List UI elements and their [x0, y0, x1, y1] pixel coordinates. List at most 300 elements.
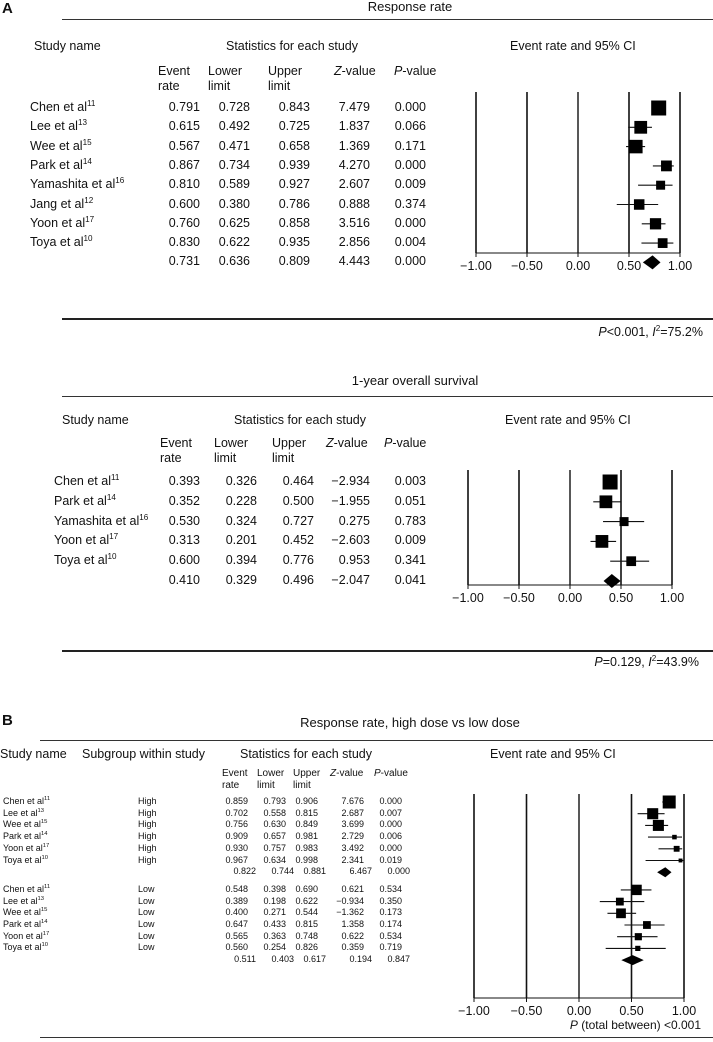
chart3-g0-row-1-name-ref: 13 [37, 807, 45, 814]
chart1-row-7-lower: 0.622 [218, 235, 250, 250]
chart1-row-1-z: 1.837 [338, 119, 370, 134]
point-marker-3 [596, 535, 609, 548]
chart1-row-1-name-ref: 13 [77, 118, 87, 128]
chart1-row-1-lower: 0.492 [218, 119, 250, 134]
chart2-row-4-name-text: Toya et al [54, 553, 108, 568]
chart3-title: Response rate, high dose vs low dose [300, 715, 520, 730]
chart2-row-4-lower: 0.394 [225, 553, 257, 568]
chart1-row-6-name [30, 216, 94, 230]
chart2-header-upper-0: Upper [272, 436, 307, 450]
chart3-g1-row-5-subgroup: Low [138, 942, 155, 953]
chart3-g1-row-0-name [3, 884, 50, 894]
chart2-footer-rest: =0.129, [602, 655, 649, 669]
point-marker-5 [679, 859, 683, 863]
chart3-g1-row-2-upper: 0.544 [295, 907, 318, 918]
chart1-row-7-name-ref: 10 [83, 233, 93, 243]
chart3-summary-g1-upper: 0.617 [303, 954, 326, 965]
chart1-footer-p: P [598, 325, 607, 339]
chart3-g0-row-5-subgroup: High [138, 854, 157, 865]
chart3-g0-row-0-z: 7.676 [341, 796, 364, 806]
chart3-g1-row-2-subgroup: Low [138, 907, 155, 918]
chart3-g1-row-5-lower: 0.254 [263, 942, 286, 953]
chart1-row-5-lower: 0.380 [218, 196, 250, 211]
chart2-row-3-z: −2.603 [331, 533, 370, 548]
chart2-top-rule [62, 396, 713, 397]
chart2-footer-p: P [594, 655, 603, 669]
chart3-g1-row-1-name [3, 896, 44, 906]
point-marker-2 [629, 140, 643, 154]
chart1-row-2-lower: 0.471 [218, 138, 250, 153]
chart1-header-upper-0: Upper [268, 64, 303, 78]
point-marker-6 [650, 218, 661, 229]
chart1-row-5-upper: 0.786 [278, 196, 310, 211]
panel-a-label: A [2, 0, 13, 17]
chart1-row-3-name-text: Park et al [30, 157, 83, 172]
chart3-header-z: Z-value [330, 768, 364, 779]
chart3-g1-row-3-p: 0.174 [379, 919, 402, 929]
chart2-row-0-name-ref: 11 [110, 472, 120, 482]
chart2-row-2-name [54, 514, 148, 528]
point-marker-3 [661, 161, 672, 172]
point-marker-7 [658, 238, 668, 248]
chart3-header-study: Study name [0, 747, 67, 761]
x-tick-label-4: 1.00 [659, 591, 685, 605]
chart3-g0-row-3-subgroup: High [138, 831, 157, 842]
chart3-g1-row-0-p: 0.534 [379, 883, 402, 894]
top-rule [62, 19, 713, 20]
chart2-row-1-p: 0.051 [394, 493, 426, 508]
chart1-forest-plot [440, 90, 713, 280]
chart3-g0-row-2-upper: 0.849 [295, 819, 318, 830]
chart3-g1-row-4-name [3, 931, 49, 941]
chart3-header-lower-1: limit [257, 780, 275, 791]
chart2-row-2-name-ref: 16 [139, 512, 149, 522]
chart2-row-2-upper: 0.727 [282, 513, 314, 528]
chart3-g0-row-5-z: 2.341 [341, 854, 364, 865]
chart1-row-0-lower: 0.728 [218, 100, 250, 114]
chart1-row-7-name-text: Toya et al [30, 235, 84, 250]
point-marker-9 [616, 908, 626, 918]
point-marker-8 [616, 898, 624, 906]
x-tick-label-0: −1.00 [458, 1004, 490, 1018]
chart3-summary-g1-z: 0.194 [349, 954, 372, 965]
chart3-g0-row-1-name-text: Lee et al [3, 807, 38, 818]
chart3-g0-row-4-name-text: Yoon et al [3, 842, 43, 853]
chart2-row-3-lower: 0.201 [225, 533, 257, 548]
chart1-header-plot: Event rate and 95% CI [510, 39, 636, 53]
chart1-header-study: Study name [34, 39, 101, 53]
chart1-row-1-upper: 0.725 [278, 119, 310, 134]
chart1-bottom-rule [62, 318, 713, 320]
chart3-g1-row-3-rate: 0.647 [225, 919, 248, 929]
chart1-row-6-lower: 0.625 [218, 215, 250, 230]
chart3-summary-g0-z: 6.467 [349, 866, 372, 877]
chart3-g1-row-4-lower: 0.363 [263, 930, 286, 941]
chart3-g0-row-4-lower: 0.757 [263, 842, 286, 853]
chart3-g0-row-2-name [3, 819, 47, 829]
chart3-g1-row-3-name [3, 919, 48, 929]
chart3-summary-g1-lower: 0.403 [271, 954, 294, 965]
chart2-footer [594, 655, 699, 669]
x-tick-label-4: 1.00 [667, 259, 693, 273]
chart3-header-lower-0: Lower [257, 768, 285, 779]
chart3-g1-row-5-name-text: Toya et al [3, 942, 42, 953]
chart2-row-4-name [54, 553, 117, 567]
chart3-g1-row-1-subgroup: Low [138, 895, 155, 906]
chart1-row-7-upper: 0.935 [278, 235, 310, 250]
chart1-row-5-name [30, 197, 93, 211]
chart3-g0-row-2-lower: 0.630 [263, 819, 286, 830]
chart3-g1-row-3-name-ref: 14 [41, 919, 48, 925]
chart3-g1-row-4-rate: 0.565 [225, 930, 248, 941]
chart3-g0-row-3-name [3, 831, 48, 841]
chart1-footer-i: I [652, 325, 656, 339]
chart1-row-7-rate: 0.830 [168, 235, 200, 250]
summary-diamond-8 [643, 255, 661, 269]
chart3-footer-rest: (total between) <0.001 [577, 1018, 701, 1032]
chart2-row-0-upper: 0.464 [282, 474, 314, 488]
chart3-g0-row-5-p: 0.019 [379, 854, 402, 865]
x-tick-label-2: 0.00 [565, 259, 591, 273]
chart1-row-1-p: 0.066 [394, 119, 426, 134]
chart1-row-2-name-text: Wee et al [30, 138, 83, 153]
chart3-g0-row-1-subgroup: High [138, 807, 157, 818]
chart3-g1-row-5-z: 0.359 [341, 942, 364, 953]
chart3-g1-row-4-p: 0.534 [379, 930, 402, 941]
chart3-g0-row-1-p: 0.007 [379, 807, 402, 818]
chart3-summary-g1-rate: 0.511 [234, 954, 256, 965]
point-marker-2 [620, 517, 629, 526]
chart1-row-5-z: 0.888 [338, 196, 370, 211]
chart3-g1-row-0-upper: 0.690 [295, 883, 318, 894]
chart1-row-6-upper: 0.858 [278, 215, 310, 230]
chart2-row-4-name-ref: 10 [107, 552, 117, 562]
chart1-row-4-rate: 0.810 [168, 177, 200, 192]
chart2-summary-lower: 0.329 [225, 573, 257, 587]
chart1-row-5-p: 0.374 [394, 196, 426, 211]
chart2-summary-p: 0.041 [394, 573, 426, 587]
chart3-g1-row-3-name-text: Park et al [3, 919, 42, 929]
chart2-header-event_rate-1: rate [160, 451, 182, 465]
chart3-g0-row-4-upper: 0.983 [295, 842, 318, 853]
chart3-g1-row-2-name-text: Wee et al [3, 907, 41, 918]
chart2-bottom-rule [62, 650, 713, 652]
chart2-row-0-z: −2.934 [331, 474, 370, 488]
chart3-g1-row-2-p: 0.173 [379, 907, 402, 918]
chart1-summary-z: 4.443 [338, 254, 370, 269]
chart2-header-plot: Event rate and 95% CI [505, 413, 631, 427]
chart2-row-0-name [54, 474, 119, 488]
chart1-row-4-upper: 0.927 [278, 177, 310, 192]
point-marker-10 [643, 921, 651, 929]
chart1-header-p: P-value [394, 64, 437, 78]
chart1-row-6-z: 3.516 [338, 215, 370, 230]
chart3-g0-row-0-name-text: Chen et al [3, 796, 45, 806]
chart2-row-0-name-text: Chen et al [54, 474, 111, 488]
point-marker-11 [635, 933, 642, 940]
chart1-summary-lower: 0.636 [218, 254, 250, 269]
chart1-footer [598, 325, 703, 339]
chart2-row-3-name-text: Yoon et al [54, 533, 110, 548]
chart1-summary-upper: 0.809 [278, 254, 310, 269]
chart2-row-0-rate: 0.393 [168, 474, 200, 488]
chart3-g0-row-5-rate: 0.967 [225, 854, 248, 865]
point-marker-4 [674, 846, 680, 852]
chart3-bottom-rule [40, 1037, 713, 1038]
chart3-g1-row-0-rate: 0.548 [225, 883, 248, 894]
chart1-row-2-p: 0.171 [394, 138, 426, 153]
chart1-row-3-z: 4.270 [338, 157, 370, 172]
chart3-summary-g1-p: 0.847 [387, 954, 410, 965]
point-marker-7 [631, 885, 641, 895]
chart3-g1-row-5-name [3, 942, 48, 952]
chart3-g1-row-0-name-text: Chen et al [3, 883, 45, 894]
chart1-header-upper-1: limit [268, 79, 291, 93]
chart3-summary-g0-p: 0.000 [387, 866, 410, 877]
chart2-row-2-z: 0.275 [338, 513, 370, 528]
chart3-g0-row-1-z: 2.687 [341, 807, 364, 818]
chart3-g1-row-1-upper: 0.622 [295, 895, 318, 906]
chart3-g0-row-4-name-ref: 17 [42, 842, 50, 849]
chart3-g0-row-1-lower: 0.558 [263, 807, 286, 818]
chart3-g1-row-4-name-text: Yoon et al [3, 930, 43, 941]
chart2-header-p: P-value [384, 436, 427, 450]
chart1-row-6-rate: 0.760 [168, 215, 200, 230]
chart2-header-lower-1: limit [214, 451, 237, 465]
chart2-header-stats: Statistics for each study [234, 413, 367, 427]
chart2-footer-sup: 2 [651, 653, 657, 663]
chart1-row-3-rate: 0.867 [168, 157, 200, 172]
point-marker-0 [603, 475, 618, 490]
chart1-row-0-name-ref: 11 [86, 98, 96, 108]
chart2-row-1-z: −1.955 [331, 493, 370, 508]
chart3-g0-row-1-name [3, 808, 44, 818]
chart1-footer-rest: <0.001, [606, 325, 653, 339]
chart3-g0-row-0-name [3, 796, 50, 806]
chart1-title: Response rate [367, 0, 453, 14]
chart2-row-1-name-text: Park et al [54, 493, 107, 508]
chart1-row-3-p: 0.000 [394, 157, 426, 172]
chart3-g0-row-4-rate: 0.930 [225, 842, 248, 853]
chart1-row-3-name-ref: 14 [82, 156, 92, 166]
chart3-header-p: P-value [374, 768, 408, 779]
chart3-g0-row-4-p: 0.000 [379, 842, 402, 853]
chart3-g1-row-4-upper: 0.748 [295, 930, 318, 941]
point-marker-4 [626, 556, 636, 566]
chart1-row-0-z: 7.479 [338, 100, 370, 114]
chart1-header-event_rate-0: Event [158, 64, 190, 78]
chart1-row-3-upper: 0.939 [278, 157, 310, 172]
x-tick-label-3: 0.50 [616, 259, 642, 273]
chart3-g0-row-3-name-ref: 14 [41, 831, 48, 838]
x-tick-label-3: 0.50 [608, 591, 634, 605]
chart3-footer [570, 1018, 701, 1032]
chart3-g1-row-5-upper: 0.826 [295, 942, 318, 953]
chart3-header-event_rate-1: rate [222, 780, 240, 791]
chart3-g1-row-2-z: −1.362 [336, 907, 364, 918]
chart2-row-3-p: 0.009 [394, 533, 426, 548]
chart3-g0-row-0-rate: 0.859 [225, 796, 248, 806]
x-tick-label-1: −0.50 [503, 591, 535, 605]
chart1-row-2-rate: 0.567 [168, 138, 200, 153]
summary-diamond-5 [604, 574, 621, 588]
chart3-g1-row-0-lower: 0.398 [263, 883, 286, 894]
chart3-g1-row-1-lower: 0.198 [263, 895, 286, 906]
chart1-row-5-name-text: Jang et al [30, 196, 85, 211]
chart1-row-5-name-ref: 12 [84, 195, 94, 205]
chart3-g0-row-5-name [3, 855, 48, 865]
chart3-g1-row-1-z: −0.934 [336, 895, 364, 906]
chart1-row-4-p: 0.009 [394, 177, 426, 192]
chart3-g1-row-0-subgroup: Low [138, 883, 155, 894]
chart3-g1-row-2-name [3, 907, 47, 917]
chart3-g0-row-2-rate: 0.756 [225, 819, 248, 830]
chart1-row-1-name [30, 119, 87, 133]
x-tick-label-0: −1.00 [460, 259, 492, 273]
chart1-row-4-name-ref: 16 [115, 176, 125, 186]
chart3-g0-row-3-rate: 0.909 [225, 831, 248, 842]
chart3-g1-row-4-z: 0.622 [341, 930, 364, 941]
chart1-row-4-z: 2.607 [338, 177, 370, 192]
chart3-g1-row-3-lower: 0.433 [263, 919, 286, 929]
chart2-row-2-lower: 0.324 [225, 513, 257, 528]
chart1-header-z: Z-value [334, 64, 376, 78]
x-tick-label-2: 0.00 [566, 1004, 592, 1018]
chart2-row-4-p: 0.341 [394, 553, 426, 568]
chart1-row-2-name [30, 139, 92, 153]
chart3-summary-g0-upper: 0.881 [303, 866, 326, 877]
chart2-row-2-rate: 0.530 [168, 513, 200, 528]
chart3-g0-row-4-subgroup: High [138, 842, 157, 853]
chart1-row-0-name-text: Chen et al [30, 100, 87, 114]
chart2-row-1-name [54, 494, 116, 508]
chart2-header-study: Study name [62, 413, 129, 427]
chart3-g0-row-2-name-ref: 15 [40, 819, 48, 826]
chart2-row-3-rate: 0.313 [168, 533, 200, 548]
chart3-g1-row-3-z: 1.358 [341, 919, 364, 929]
chart3-g0-row-5-lower: 0.634 [263, 854, 286, 865]
chart3-g1-row-2-name-ref: 15 [40, 907, 48, 914]
chart1-row-2-name-ref: 15 [82, 137, 92, 147]
chart3-forest-plot [420, 790, 713, 1030]
chart1-footer-sup: 2 [655, 323, 661, 333]
chart1-row-4-name [30, 177, 124, 191]
chart1-header-stats: Statistics for each study [226, 39, 359, 53]
chart3-g0-row-0-upper: 0.906 [295, 796, 318, 806]
chart1-row-7-name [30, 235, 93, 249]
chart3-header-upper-1: limit [293, 780, 311, 791]
chart1-row-2-upper: 0.658 [278, 138, 310, 153]
chart3-g1-row-1-name-text: Lee et al [3, 895, 38, 906]
chart3-footer-p: P [569, 1018, 578, 1032]
point-marker-0 [651, 101, 666, 116]
chart3-g0-row-0-subgroup: High [138, 796, 157, 806]
chart1-row-3-name [30, 158, 92, 172]
chart1-header-lower-0: Lower [208, 64, 243, 78]
x-tick-label-4: 1.00 [671, 1004, 697, 1018]
point-marker-5 [634, 199, 645, 210]
point-marker-4 [656, 181, 665, 190]
chart2-row-3-upper: 0.452 [282, 533, 314, 548]
summary-diamond-13 [621, 955, 643, 965]
chart2-row-4-rate: 0.600 [168, 553, 200, 568]
chart3-g0-row-4-name [3, 843, 49, 853]
chart3-g1-row-3-upper: 0.815 [295, 919, 318, 929]
chart2-header-event_rate-0: Event [160, 436, 192, 450]
summary-diamond-6 [657, 867, 671, 877]
chart3-g1-row-2-lower: 0.271 [263, 907, 286, 918]
chart1-header-lower-1: limit [208, 79, 231, 93]
chart2-row-1-name-ref: 14 [106, 492, 116, 502]
chart1-footer-end: =75.2% [660, 325, 703, 339]
chart3-g1-row-1-rate: 0.389 [225, 895, 248, 906]
chart3-g1-row-5-name-ref: 10 [41, 942, 49, 949]
chart1-summary-rate: 0.731 [168, 254, 200, 269]
chart3-header-subgroup: Subgroup within study [82, 747, 205, 761]
chart3-g1-row-5-p: 0.719 [379, 942, 402, 953]
chart2-row-1-upper: 0.500 [282, 493, 314, 508]
chart1-row-2-z: 1.369 [338, 138, 370, 153]
chart2-summary-rate: 0.410 [168, 573, 200, 587]
chart2-row-0-lower: 0.326 [225, 474, 257, 488]
point-marker-0 [663, 796, 676, 809]
chart1-row-7-z: 2.856 [338, 235, 370, 250]
chart3-g0-row-5-name-ref: 10 [41, 854, 49, 861]
chart3-g0-row-3-upper: 0.981 [295, 831, 318, 842]
panel-b-label: B [2, 712, 13, 729]
chart1-row-0-rate: 0.791 [168, 100, 200, 114]
chart1-row-6-name-ref: 17 [85, 214, 95, 224]
chart2-title: 1-year overall survival [351, 373, 479, 388]
chart3-g0-row-1-rate: 0.702 [225, 807, 248, 818]
point-marker-1 [600, 495, 613, 508]
chart1-row-0-upper: 0.843 [278, 100, 310, 114]
chart3-header-event_rate-0: Event [222, 768, 248, 779]
chart2-forest-plot [440, 470, 713, 610]
chart2-header-upper-1: limit [272, 451, 295, 465]
chart3-header-plot: Event rate and 95% CI [490, 747, 616, 761]
chart3-g0-row-3-lower: 0.657 [263, 831, 286, 842]
x-tick-label-1: −0.50 [511, 259, 543, 273]
x-tick-label-3: 0.50 [619, 1004, 644, 1018]
chart3-summary-g0-rate: 0.822 [233, 866, 256, 877]
chart3-g1-row-1-name-ref: 13 [37, 895, 45, 902]
chart1-row-6-p: 0.000 [394, 215, 426, 230]
chart1-row-7-p: 0.004 [394, 235, 426, 250]
chart3-g1-row-5-rate: 0.560 [225, 942, 248, 953]
chart3-g0-row-3-z: 2.729 [341, 831, 364, 842]
chart3-header-stats: Statistics for each study [240, 747, 373, 761]
chart3-g0-row-2-name-text: Wee et al [3, 819, 41, 830]
point-marker-12 [635, 946, 640, 951]
chart2-row-1-lower: 0.228 [225, 493, 257, 508]
point-marker-3 [672, 835, 677, 840]
point-marker-1 [634, 121, 647, 134]
chart1-row-1-rate: 0.615 [168, 119, 200, 134]
chart3-g0-row-5-name-text: Toya et al [3, 854, 42, 865]
chart3-g1-row-1-p: 0.350 [379, 895, 402, 906]
chart3-g0-row-0-name-ref: 11 [44, 796, 51, 802]
chart2-summary-upper: 0.496 [282, 573, 314, 587]
chart3-g0-row-2-subgroup: High [138, 819, 157, 830]
chart1-row-6-name-text: Yoon et al [30, 215, 86, 230]
chart3-g0-row-5-upper: 0.998 [295, 854, 318, 865]
chart2-row-2-p: 0.783 [394, 513, 426, 528]
x-tick-label-1: −0.50 [510, 1004, 543, 1018]
chart3-header-upper-0: Upper [293, 768, 321, 779]
chart2-row-0-p: 0.003 [394, 474, 426, 488]
chart2-row-4-z: 0.953 [338, 553, 370, 568]
